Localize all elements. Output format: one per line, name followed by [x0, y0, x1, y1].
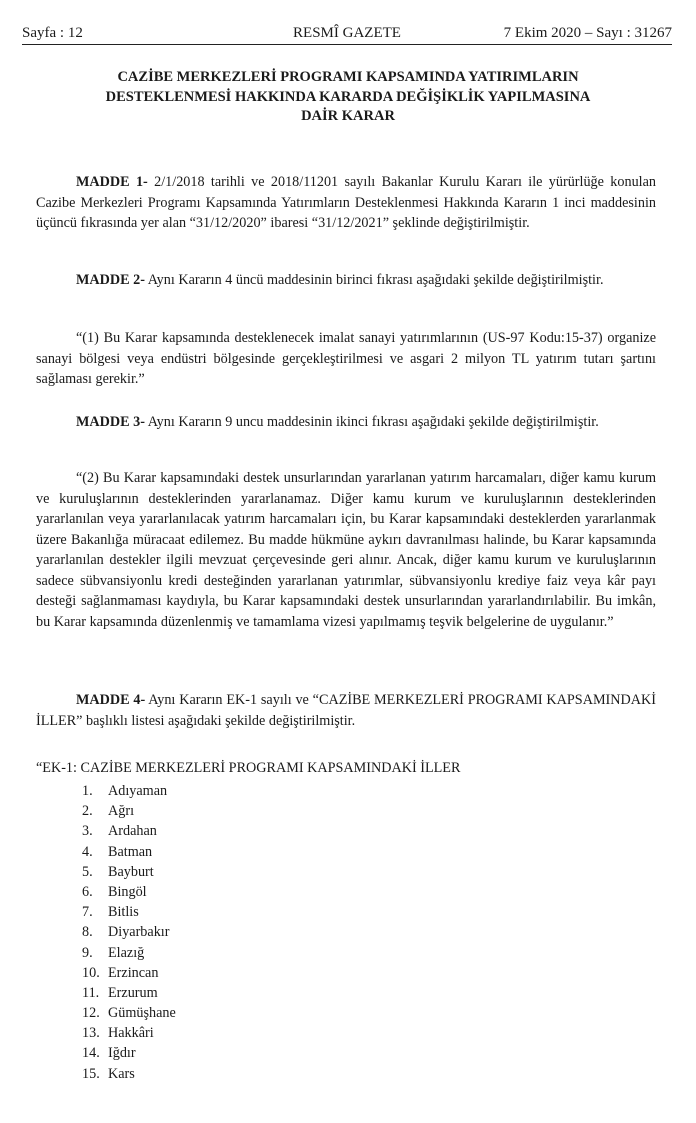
- province-name: Erzincan: [108, 964, 159, 981]
- article-3-quote: [36, 468, 656, 632]
- article-2-quote-text: “(1) Bu Karar kapsamında desteklenecek imalat sanayi yatırımlarının (US-97 Kodu:15-37) organize sanayi bölgesi veya endüstri bölgesinde gerçekleştirilmesi ve asgari 2 milyon TL yatırım tutarı şartını sağlaması gerekir.”: [36, 330, 656, 387]
- province-name: Bingöl: [108, 883, 147, 900]
- annex-title: “EK-1: CAZİBE MERKEZLERİ PROGRAMI KAPSAMINDAKİ İLLER: [36, 760, 461, 776]
- list-item: [82, 1064, 382, 1084]
- province-number: 8.: [82, 924, 93, 941]
- province-name: Ağrı: [108, 803, 135, 820]
- list-item: [82, 862, 382, 882]
- article-3-quote-text: “(2) Bu Karar kapsamındaki destek unsurlarından yararlanan yatırım harcamaları, diğer kamu kurum ve kuruluşlarının desteklerinden yararlanamaz. Diğer kamu kurum ve kuruluşlarının desteklerinden yararlanılan veya yararlanılacak yatırım harcamaları için, bu Karar kapsamındaki desteklerden yararlanmak üzere Bakanlığa müracaat edilemez. Bu madde hükmüne aykırı davranılması halinde, bu Karar kapsamında yararlanılan destekler ilgili mevzuat çerçevesinde geri alınır. Ancak, diğer kamu kurum ve kuruluşlarının sadece sübvansiyonlu kredi desteğinden yararlanan yatırımlar, sübvansiyonlu krediye faiz veya kâr payı desteği sağlanmaması kaydıyla, bu Karar kapsamındaki destek unsurlarından yararlandırılabilir. Bu imkân, bu Karar kapsamında düzenlenmiş ve tamamlama vizesi yapılmamış teşvik belgelerine de uygulanır.”: [36, 470, 656, 630]
- province-number: 1.: [82, 783, 93, 799]
- list-item: [82, 842, 382, 862]
- province-name: Kars: [108, 1065, 135, 1082]
- page-number: Sayfa : 12: [22, 25, 83, 41]
- gazette-header: [22, 22, 672, 45]
- province-number: 15.: [82, 1065, 100, 1082]
- province-name: Diyarbakır: [108, 924, 170, 941]
- article-4: [36, 690, 656, 731]
- province-name: Batman: [108, 843, 153, 860]
- province-number: 10.: [82, 964, 100, 981]
- list-item: [82, 922, 382, 942]
- list-item: [82, 902, 382, 922]
- province-name: Adıyaman: [108, 783, 168, 799]
- article-1-label: MADDE 1-: [76, 174, 148, 190]
- province-number: 6.: [82, 883, 93, 900]
- province-number: 14.: [82, 1045, 100, 1062]
- list-item: [82, 983, 382, 1003]
- province-name: Bitlis: [108, 904, 139, 921]
- province-name: Gümüşhane: [108, 1005, 176, 1022]
- article-4-label: MADDE 4-: [76, 692, 146, 708]
- issue-date: 7 Ekim 2020 – Sayı : 31267: [503, 25, 672, 41]
- article-1-text: 2/1/2018 tarihli ve 2018/11201 sayılı Bakanlar Kurulu Kararı ile yürürlüğe konulan Cazibe Merkezleri Programı Kapsamında Yatırımların Desteklenmesi Hakkında Kararın 1 inci maddesinin üçüncü fıkrasında yer alan “31/12/2020” ibaresi “31/12/2021” şeklinde değiştirilmiştir.: [36, 174, 656, 231]
- province-number: 12.: [82, 1005, 100, 1022]
- article-3-text: Aynı Kararın 9 uncu maddesinin ikinci fıkrası aşağıdaki şekilde değiştirilmiştir.: [147, 414, 599, 430]
- list-item: [82, 1003, 382, 1023]
- list-item: [82, 781, 382, 801]
- province-name: Ardahan: [108, 823, 157, 840]
- list-item: [82, 882, 382, 902]
- article-2-text: Aynı Kararın 4 üncü maddesinin birinci fıkrası aşağıdaki şekilde değiştirilmiştir.: [147, 272, 604, 288]
- list-item: [82, 821, 382, 841]
- province-number: 4.: [82, 843, 93, 860]
- province-name: Hakkâri: [108, 1025, 154, 1042]
- province-number: 9.: [82, 944, 93, 961]
- title-line-1: CAZİBE MERKEZLERİ PROGRAMI KAPSAMINDA YATIRIMLARIN: [117, 69, 579, 85]
- province-number: 2.: [82, 803, 93, 820]
- article-1: [36, 172, 656, 234]
- province-number: 3.: [82, 823, 93, 840]
- list-item: [82, 1023, 382, 1043]
- list-item: [82, 943, 382, 963]
- province-name: Bayburt: [108, 863, 154, 880]
- article-3-label: MADDE 3-: [76, 414, 145, 430]
- province-number: 11.: [82, 984, 100, 1001]
- province-name: Erzurum: [108, 984, 158, 1001]
- province-number: 7.: [82, 904, 93, 921]
- list-item: [82, 1043, 382, 1063]
- province-list: [82, 781, 382, 1084]
- province-number: 5.: [82, 863, 93, 880]
- article-2: [36, 270, 656, 291]
- province-number: 13.: [82, 1025, 100, 1042]
- article-2-label: MADDE 2-: [76, 272, 145, 288]
- title-line-3: DAİR KARAR: [301, 108, 395, 124]
- article-2-quote: [36, 328, 656, 390]
- list-item: [82, 801, 382, 821]
- article-3: [36, 412, 656, 433]
- gazette-name: RESMÎ GAZETE: [293, 25, 401, 41]
- province-name: Iğdır: [108, 1045, 136, 1062]
- title-line-2: DESTEKLENMESİ HAKKINDA KARARDA DEĞİŞİKLİK YAPILMASINA: [105, 88, 591, 105]
- decision-title: [40, 68, 656, 127]
- province-name: Elazığ: [108, 944, 145, 961]
- article-4-text: Aynı Kararın EK-1 sayılı ve “CAZİBE MERKEZLERİ PROGRAMI KAPSAMINDAKİ İLLER” başlıklı listesi aşağıdaki şekilde değiştirilmiştir.: [36, 692, 656, 729]
- list-item: [82, 963, 382, 983]
